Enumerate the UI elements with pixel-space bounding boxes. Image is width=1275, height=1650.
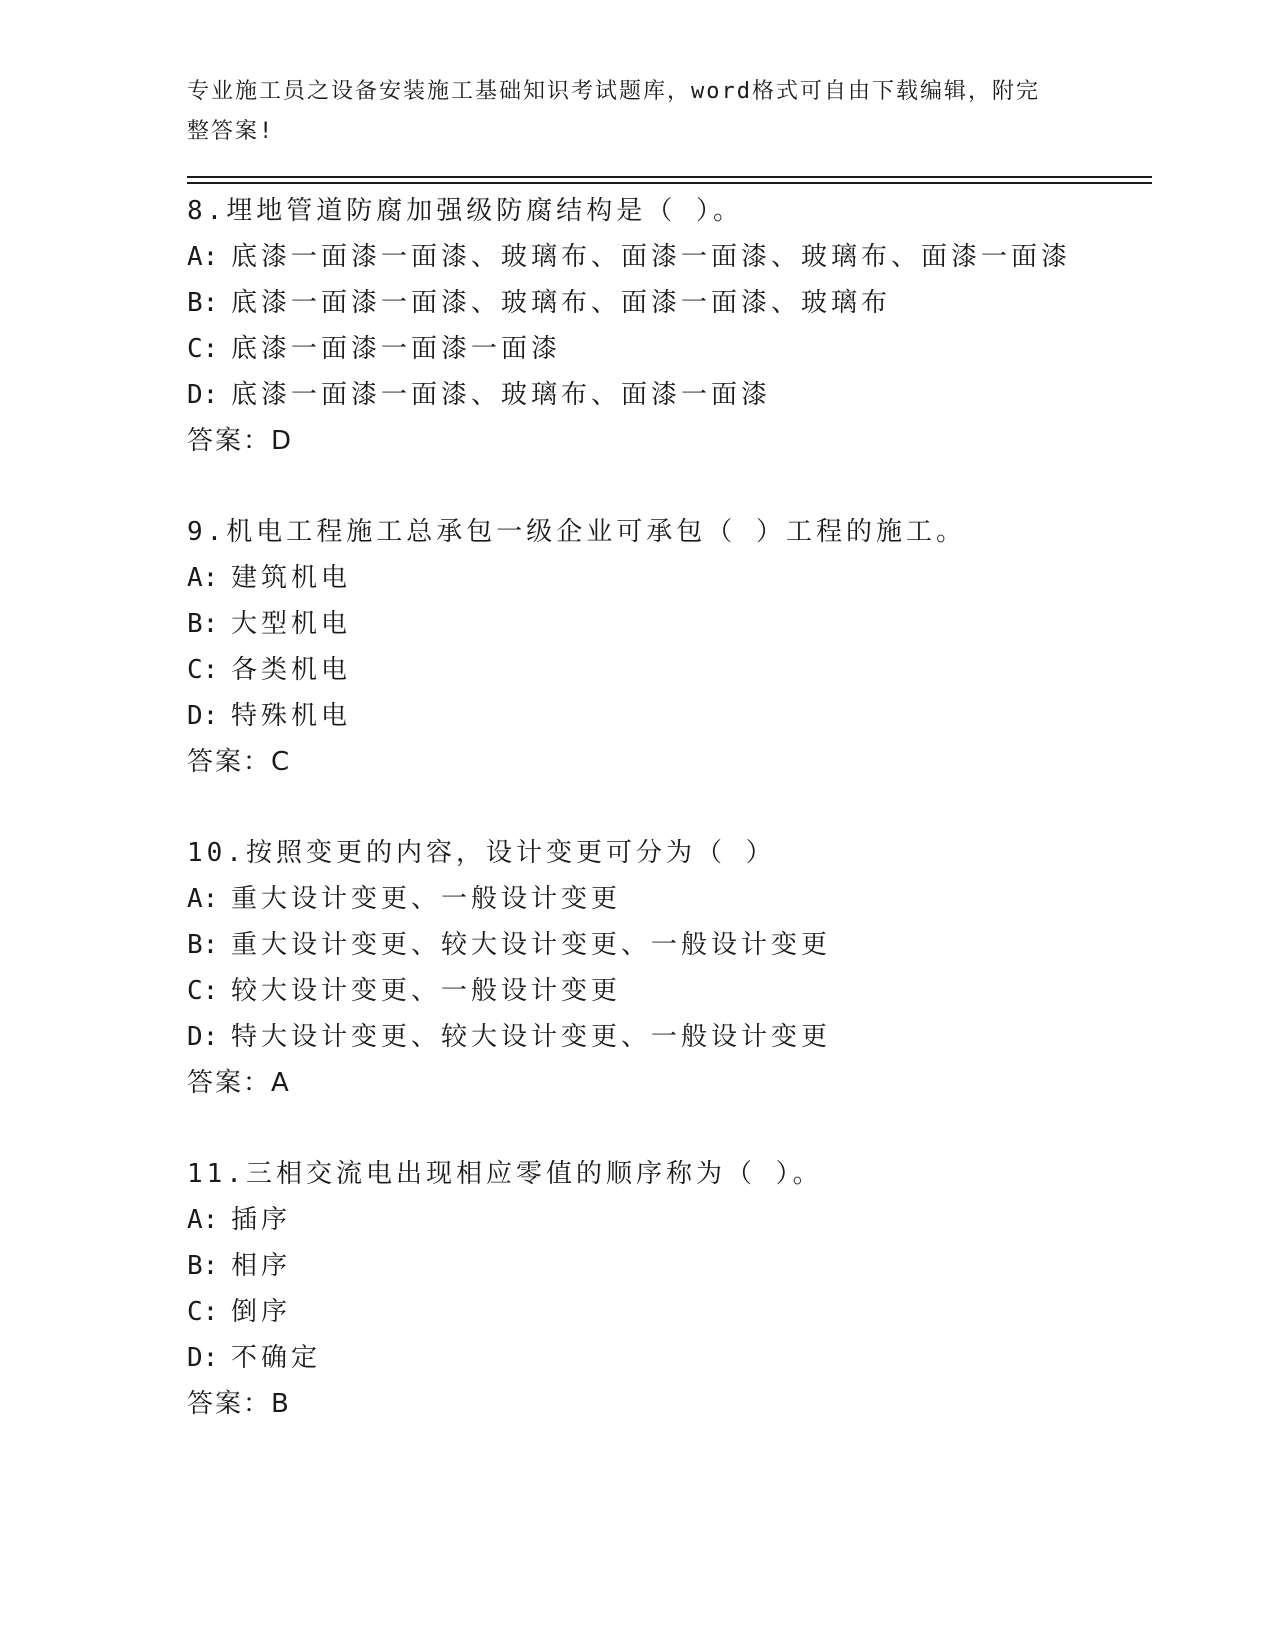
- header-divider-bottom: [187, 182, 1152, 184]
- option-text: 重大设计变更、较大设计变更、一般设计变更: [231, 930, 832, 960]
- question-stem: 8.埋地管道防腐加强级防腐结构是（ ）。: [187, 196, 743, 226]
- option-d: [187, 693, 1147, 739]
- option-d: [187, 372, 1147, 418]
- option-b: [187, 601, 1147, 647]
- answer-line: 答案：B: [187, 1389, 291, 1419]
- option-key: C:: [187, 976, 219, 1006]
- document-header: [187, 72, 1087, 152]
- option-key: A:: [187, 884, 219, 914]
- option-a: [187, 234, 1147, 280]
- header-line-1: 专业施工员之设备安装施工基础知识考试题库，word格式可自由下载编辑，附完: [187, 79, 1040, 104]
- option-text: 底漆一面漆一面漆、玻璃布、面漆一面漆、玻璃布、面漆一面漆: [231, 242, 1072, 272]
- answer-line: 答案：C: [187, 747, 292, 777]
- question-stem: 9.机电工程施工总承包一级企业可承包（ ）工程的施工。: [187, 517, 966, 547]
- option-text: 相序: [231, 1251, 292, 1281]
- option-d: [187, 1014, 1147, 1060]
- option-key: D:: [187, 1343, 219, 1373]
- option-key: D:: [187, 701, 219, 731]
- option-text: 插序: [231, 1205, 292, 1235]
- option-text: 特大设计变更、较大设计变更、一般设计变更: [231, 1022, 832, 1052]
- option-key: C:: [187, 655, 219, 685]
- option-key: A:: [187, 563, 219, 593]
- option-key: B:: [187, 1251, 219, 1281]
- header-divider-top: [187, 176, 1152, 178]
- option-text: 大型机电: [231, 609, 352, 639]
- option-key: D:: [187, 1022, 219, 1052]
- option-text: 重大设计变更、一般设计变更: [231, 884, 622, 914]
- option-c: [187, 647, 1147, 693]
- option-c: [187, 1289, 1147, 1335]
- option-text: 较大设计变更、一般设计变更: [231, 976, 622, 1006]
- option-text: 底漆一面漆一面漆、玻璃布、面漆一面漆、玻璃布: [231, 288, 892, 318]
- header-line-2: 整答案!: [187, 119, 275, 144]
- option-b: [187, 280, 1147, 326]
- option-key: A:: [187, 1205, 219, 1235]
- question-stem: 10.按照变更的内容，设计变更可分为（ ）: [187, 838, 776, 868]
- answer-line: 答案：A: [187, 1068, 291, 1098]
- option-text: 倒序: [231, 1297, 292, 1327]
- option-key: C:: [187, 334, 219, 364]
- option-a: [187, 555, 1147, 601]
- option-key: C:: [187, 1297, 219, 1327]
- option-text: 不确定: [231, 1343, 322, 1373]
- option-a: [187, 876, 1147, 922]
- option-key: D:: [187, 380, 219, 410]
- option-c: [187, 326, 1147, 372]
- option-text: 底漆一面漆一面漆、玻璃布、面漆一面漆: [231, 380, 772, 410]
- question-list: [187, 188, 1147, 1472]
- option-b: [187, 922, 1147, 968]
- option-a: [187, 1197, 1147, 1243]
- option-key: B:: [187, 930, 219, 960]
- option-key: A:: [187, 242, 219, 272]
- question-11: [187, 1151, 1147, 1427]
- option-text: 底漆一面漆一面漆一面漆: [231, 334, 562, 364]
- option-text: 特殊机电: [231, 701, 352, 731]
- question-9: [187, 509, 1147, 785]
- option-text: 各类机电: [231, 655, 352, 685]
- option-text: 建筑机电: [231, 563, 352, 593]
- option-key: B:: [187, 288, 219, 318]
- answer-line: 答案：D: [187, 426, 294, 456]
- option-key: B:: [187, 609, 219, 639]
- option-b: [187, 1243, 1147, 1289]
- option-d: [187, 1335, 1147, 1381]
- question-10: [187, 830, 1147, 1106]
- question-stem: 11.三相交流电出现相应零值的顺序称为（ ）。: [187, 1159, 823, 1189]
- question-8: [187, 188, 1147, 464]
- option-c: [187, 968, 1147, 1014]
